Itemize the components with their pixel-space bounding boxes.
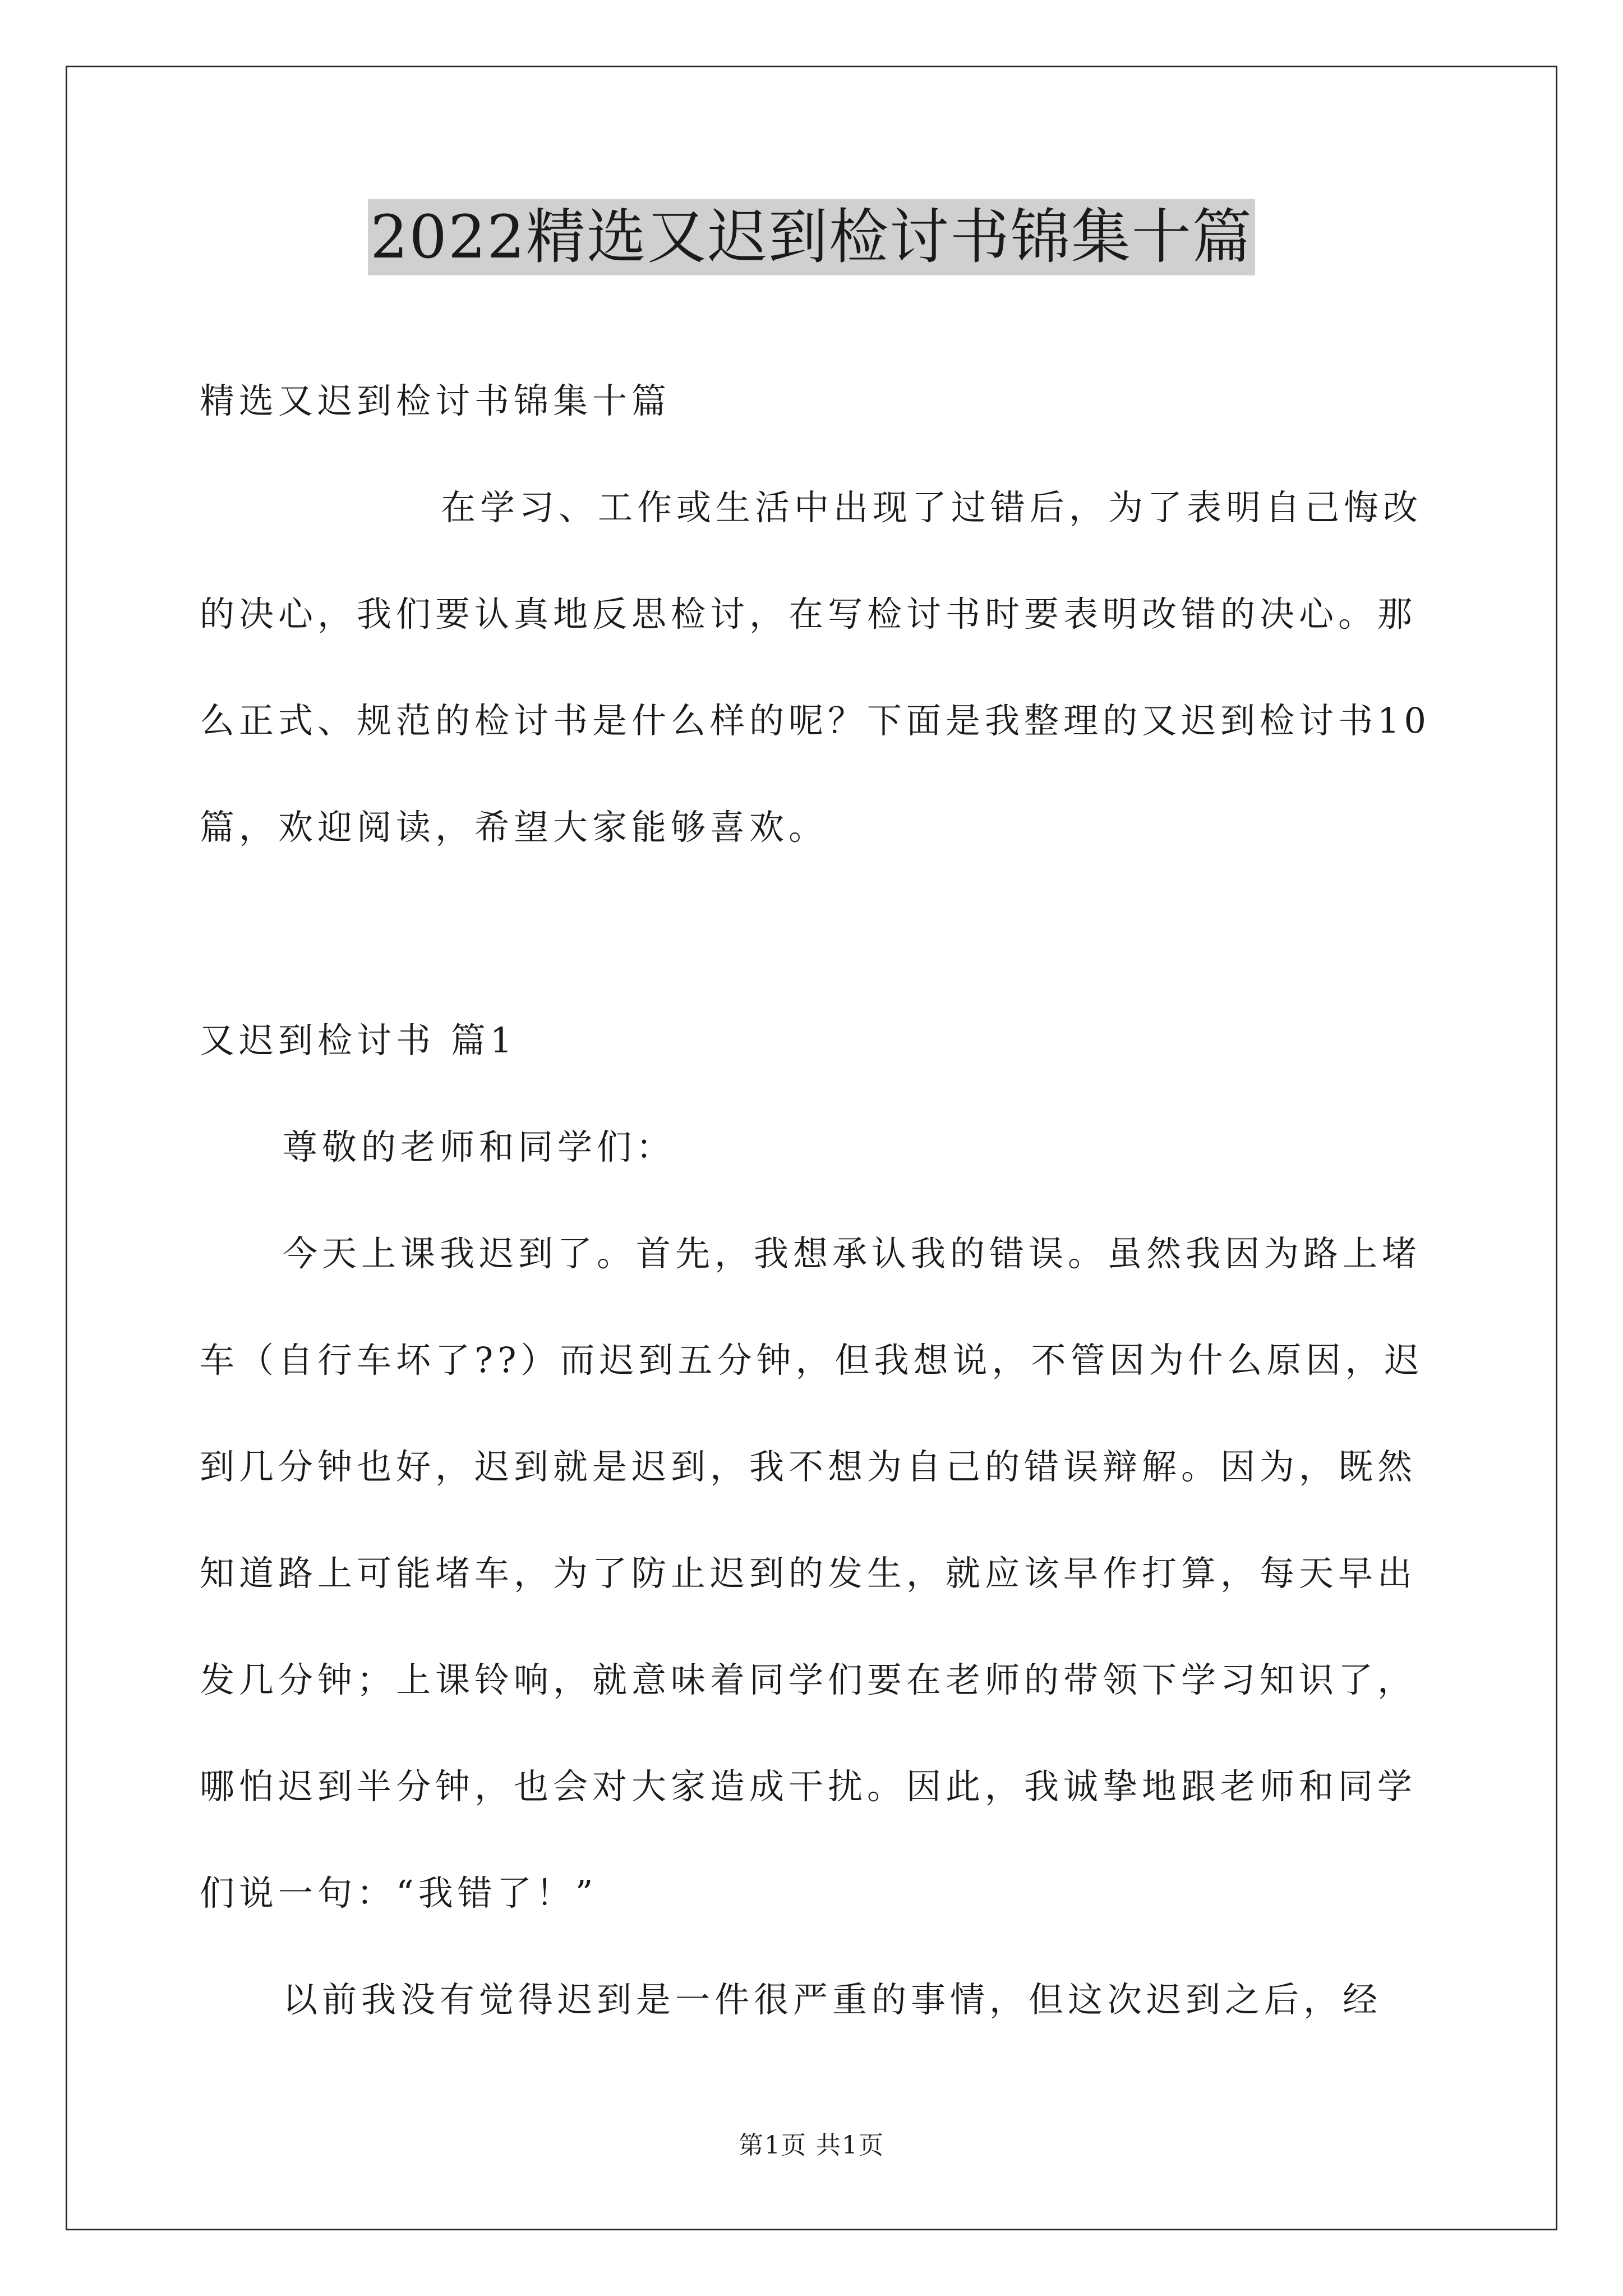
page-footer: 第1页 共1页 <box>739 2131 884 2160</box>
body-paragraph: 今天上课我迟到了。首先，我想承认我的错误。虽然我因为路上堵车（自行车坏了??）而迟到五分钟，但我想说，不管因为什么原因，迟到几分钟也好，迟到就是迟到，我不想为自己的错误辩解。因为，既然知道路上可能堵车，为了防止迟到的发生，就应该早作打算，每天早出发几分钟；上课铃响，就意味着同学们要在老师的带领下学习知识了，哪怕迟到半分钟，也会对大家造成干扰。因此，我诚挚地跟老师和同学们说一句：“我错了！” <box>200 1233 1424 1913</box>
document-title: 2022精选又迟到检讨书锦集十篇 <box>368 199 1255 275</box>
body-paragraph: 以前我没有觉得迟到是一件很严重的事情，但这次迟到之后，经 <box>283 1979 1382 2020</box>
spacer <box>200 881 1439 987</box>
title-container <box>0 199 1623 275</box>
document-subtitle: 精选又迟到检讨书锦集十篇 <box>200 380 671 421</box>
section-heading: 又迟到检讨书 篇1 <box>200 1020 517 1061</box>
document-body <box>200 348 1439 2053</box>
intro-paragraph: 在学习、工作或生活中出现了过错后，为了表明自己悔改的决心，我们要认真地反思检讨，在写检讨书时要表明改错的决心。那么正式、规范的检讨书是什么样的呢？下面是我整理的又迟到检讨书10篇，欢迎阅读，希望大家能够喜欢。 <box>200 487 1431 848</box>
salutation: 尊敬的老师和同学们： <box>283 1126 676 1167</box>
